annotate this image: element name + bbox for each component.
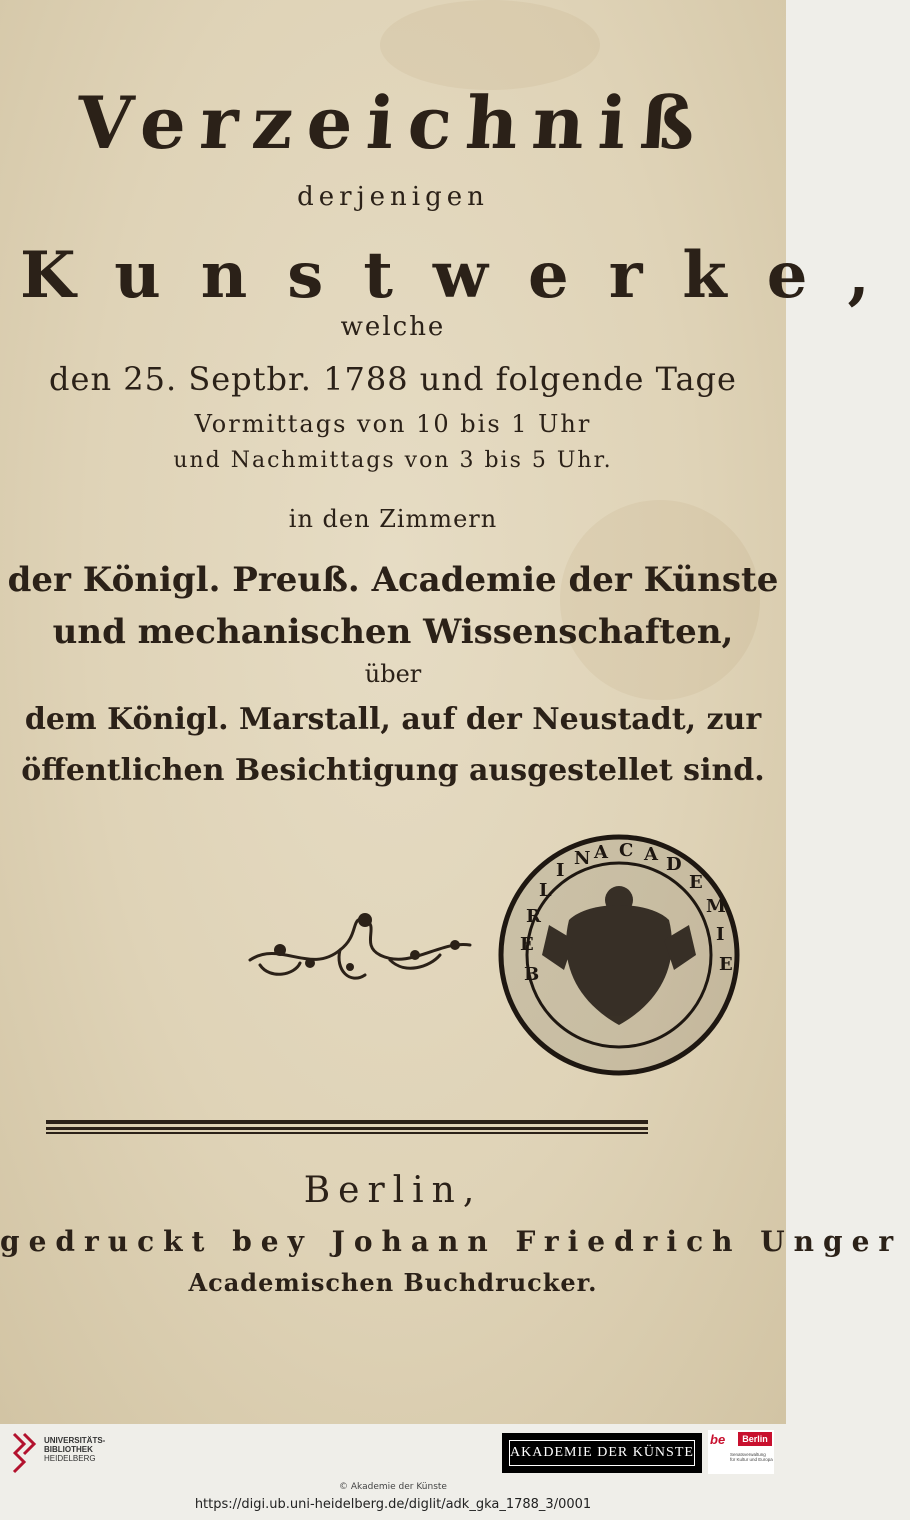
- permalink-url[interactable]: https://digi.ub.uni-heidelberg.de/diglit/adk_gka_1788_3/0001: [194, 1497, 592, 1512]
- line-date: den 25. Septbr. 1788 und folgende Tage: [49, 360, 737, 398]
- ub-line3: HEIDELBERG: [44, 1454, 96, 1463]
- be-sub2: für Kultur und Europa: [730, 1457, 773, 1462]
- floral-ornament-icon: [240, 905, 480, 995]
- svg-text:N: N: [574, 848, 591, 869]
- ub-heidelberg-logo-icon[interactable]: [10, 1430, 38, 1474]
- svg-text:E: E: [520, 934, 534, 955]
- line-rooms: in den Zimmern: [288, 505, 498, 533]
- line-welche: welche: [340, 312, 446, 342]
- svg-text:R: R: [526, 906, 541, 927]
- svg-text:A: A: [644, 844, 658, 865]
- title-verzeichniss: Verzeichniß: [74, 80, 712, 165]
- svg-text:I: I: [716, 924, 725, 945]
- line-derjenigen: derjenigen: [297, 182, 489, 212]
- be-berlin-logo[interactable]: [708, 1430, 774, 1474]
- line-exhibition: öffentlichen Besichtigung ausgestellet sind.: [21, 753, 765, 788]
- svg-text:I: I: [556, 860, 565, 881]
- line-morning-hours: Vormittags von 10 bis 1 Uhr: [194, 410, 592, 438]
- akademie-label: AKADEMIE DER KÜNSTE: [509, 1440, 695, 1466]
- imprint-printer: gedruckt bey Johann Friedrich Unger: [0, 1225, 903, 1258]
- title-kunstwerke: Kunstwerke,: [20, 238, 910, 313]
- ub-heidelberg-wordmark[interactable]: [44, 1436, 105, 1463]
- paper-stain: [380, 0, 600, 90]
- imprint-city: Berlin,: [303, 1170, 483, 1211]
- library-stamp-seal-icon: [494, 830, 744, 1080]
- svg-text:D: D: [666, 854, 682, 875]
- akademie-der-kuenste-logo[interactable]: [502, 1433, 702, 1473]
- ub-line1: UNIVERSITÄTS-: [44, 1436, 106, 1445]
- imprint-role: Academischen Buchdrucker.: [188, 1268, 598, 1297]
- berlin-badge: Berlin: [738, 1432, 772, 1446]
- line-afternoon-hours: und Nachmittags von 3 bis 5 Uhr.: [173, 448, 613, 473]
- line-academy: der Königl. Preuß. Academie der Künste: [7, 560, 779, 600]
- svg-text:C: C: [619, 840, 634, 861]
- be-prefix: be: [710, 1432, 726, 1447]
- line-sciences: und mechanischen Wissenschaften,: [52, 612, 734, 652]
- svg-text:A: A: [594, 842, 608, 863]
- line-marstall: dem Königl. Marstall, auf der Neustadt, zur: [24, 702, 762, 737]
- ub-line2: BIBLIOTHEK: [44, 1445, 93, 1454]
- svg-text:L: L: [539, 880, 552, 901]
- svg-text:M: M: [706, 896, 726, 917]
- be-subtitle: [730, 1452, 773, 1462]
- svg-text:B: B: [524, 964, 540, 985]
- svg-text:E: E: [689, 872, 703, 893]
- svg-text:E: E: [719, 954, 733, 975]
- copyright-notice: © Akademie der Künste: [339, 1482, 447, 1492]
- line-ueber: über: [364, 660, 422, 688]
- be-sub1: Senatsverwaltung: [730, 1452, 766, 1457]
- double-rule-divider: [46, 1118, 648, 1136]
